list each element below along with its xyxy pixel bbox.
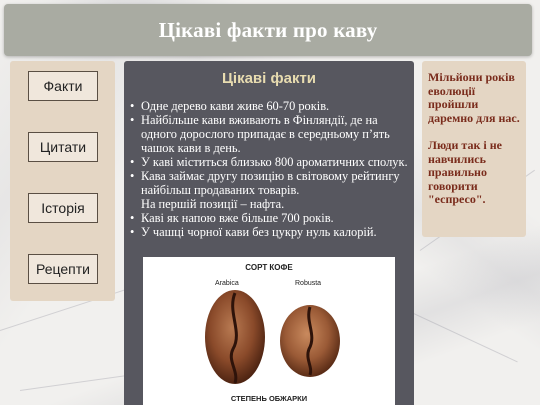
section-title: Цікаві факти xyxy=(221,70,317,87)
fact-item xyxy=(130,169,412,211)
fact-item xyxy=(130,113,412,155)
page-title: Цікаві факти про каву xyxy=(158,17,378,42)
right-quote-panel xyxy=(422,61,526,237)
fact-item xyxy=(130,99,412,113)
marble-vein xyxy=(20,373,139,391)
nav-button-recipes[interactable]: Рецепти xyxy=(28,254,98,284)
aside-paragraph-1: Мільйони років еволюції пройшли даремно для нас. xyxy=(428,70,520,125)
aside-paragraph-2: Люди так і не навчились правильно говорити "еспресо". xyxy=(428,138,502,206)
nav-button-facts[interactable]: Факти xyxy=(28,71,98,101)
fact-item xyxy=(130,155,412,169)
coffee-beans-illustration xyxy=(143,257,395,405)
image-title: СОРТ КОФЕ xyxy=(245,263,293,272)
image-footer: СТЕПЕНЬ ОБЖАРКИ xyxy=(230,394,308,403)
facts-list xyxy=(130,99,412,239)
fact-text: У чашці чорної кави без цукру нуль калорій. xyxy=(141,225,377,239)
fact-text: Каві як напою вже більше 700 років. xyxy=(141,211,334,225)
header-bar xyxy=(4,4,532,56)
fact-text: У каві міститься близько 800 ароматичних сполук. xyxy=(141,155,408,169)
fact-item xyxy=(130,211,412,225)
image-label-robusta: Robusta xyxy=(295,280,322,287)
nav-button-history[interactable]: Історія xyxy=(28,193,98,223)
fact-subtext: На першій позиції – нафта. xyxy=(141,197,285,211)
coffee-beans-image xyxy=(143,257,395,405)
fact-item xyxy=(130,225,412,239)
fact-text: Найбільше кави вживають в Фінляндії, де на одного дорослого припадає в середньому п’ять чашок кави в день. xyxy=(141,113,390,155)
left-nav-panel xyxy=(10,61,115,301)
fact-text: Кава займає другу позицію в світовому рейтингу найбільш продаваних товарів. xyxy=(141,169,400,197)
image-label-arabica: Arabica xyxy=(215,280,239,287)
fact-text: Одне дерево кави живе 60-70 років. xyxy=(141,99,330,113)
main-content-panel xyxy=(124,61,414,405)
nav-button-quotes[interactable]: Цитати xyxy=(28,132,98,162)
